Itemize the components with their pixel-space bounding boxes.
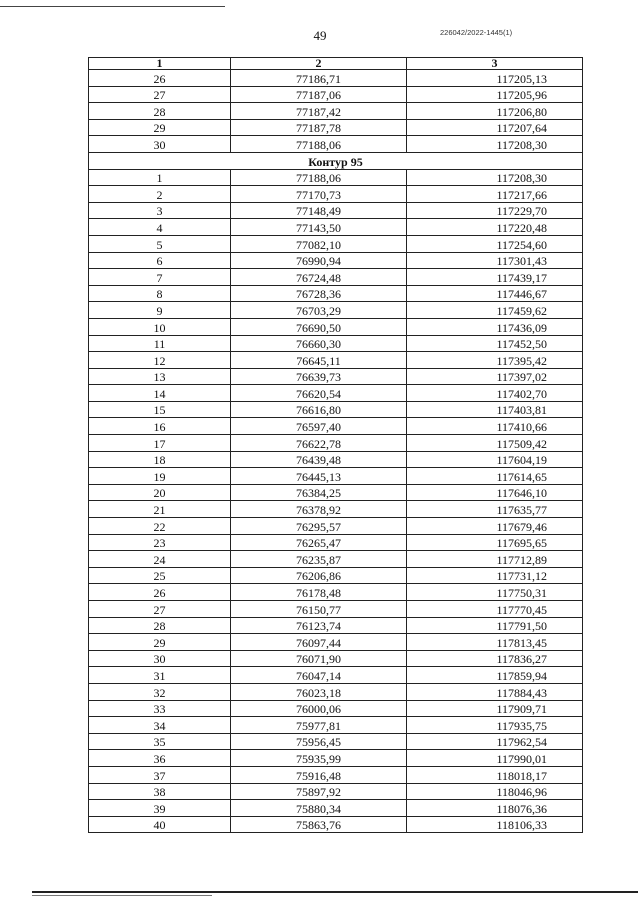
coordinate-y: 117646,10 <box>407 484 583 501</box>
contour-title: Контур 95 <box>89 152 583 169</box>
coordinate-x: 76265,47 <box>231 534 407 551</box>
coordinate-x: 75863,76 <box>231 816 407 833</box>
coordinate-x: 76047,14 <box>231 667 407 684</box>
point-number: 20 <box>89 484 231 501</box>
coordinate-x: 75935,99 <box>231 750 407 767</box>
table-row <box>89 766 583 783</box>
table-row <box>89 634 583 651</box>
coordinate-x: 76023,18 <box>231 683 407 700</box>
coordinate-x: 76439,48 <box>231 451 407 468</box>
table-row <box>89 219 583 236</box>
coordinate-x: 76235,87 <box>231 551 407 568</box>
point-number: 23 <box>89 534 231 551</box>
table-row <box>89 733 583 750</box>
contour-title-row <box>89 152 583 169</box>
point-number: 8 <box>89 285 231 302</box>
coordinate-y: 117208,30 <box>407 136 583 153</box>
coordinate-y: 117935,75 <box>407 717 583 734</box>
table-row <box>89 401 583 418</box>
coordinate-x: 75897,92 <box>231 783 407 800</box>
coordinate-x: 76622,78 <box>231 435 407 452</box>
point-number: 38 <box>89 783 231 800</box>
coordinate-x: 77188,06 <box>231 136 407 153</box>
bottom-rule <box>32 891 638 893</box>
coordinate-x: 76123,74 <box>231 617 407 634</box>
point-number: 21 <box>89 501 231 518</box>
bottom-rule-thin <box>32 895 212 896</box>
coordinate-y: 117836,27 <box>407 650 583 667</box>
table-row <box>89 617 583 634</box>
table-row <box>89 435 583 452</box>
column-header-1: 1 <box>89 58 231 70</box>
table-row <box>89 683 583 700</box>
table-row <box>89 252 583 269</box>
coordinate-x: 77187,06 <box>231 86 407 103</box>
table-row <box>89 285 583 302</box>
coordinate-x: 76178,48 <box>231 584 407 601</box>
coordinate-x: 76597,40 <box>231 418 407 435</box>
coordinate-x: 76000,06 <box>231 700 407 717</box>
column-header-3: 3 <box>407 58 583 70</box>
coordinate-y: 117220,48 <box>407 219 583 236</box>
point-number: 15 <box>89 401 231 418</box>
point-number: 37 <box>89 766 231 783</box>
point-number: 28 <box>89 617 231 634</box>
coordinate-x: 76150,77 <box>231 601 407 618</box>
coordinate-x: 76384,25 <box>231 484 407 501</box>
table-row <box>89 501 583 518</box>
table-row <box>89 601 583 618</box>
coordinate-y: 118046,96 <box>407 783 583 800</box>
coordinate-y: 117446,67 <box>407 285 583 302</box>
coordinate-y: 117459,62 <box>407 302 583 319</box>
point-number: 36 <box>89 750 231 767</box>
coordinate-y: 118106,33 <box>407 816 583 833</box>
point-number: 4 <box>89 219 231 236</box>
coordinate-y: 117770,45 <box>407 601 583 618</box>
coordinate-x: 76645,11 <box>231 352 407 369</box>
point-number: 1 <box>89 169 231 186</box>
coordinate-y: 118018,17 <box>407 766 583 783</box>
coordinate-x: 76071,90 <box>231 650 407 667</box>
table-row <box>89 136 583 153</box>
rows-contour-95 <box>89 169 583 833</box>
coordinate-y: 117750,31 <box>407 584 583 601</box>
coordinate-x: 76990,94 <box>231 252 407 269</box>
coordinate-y: 117397,02 <box>407 368 583 385</box>
coordinate-x: 76206,86 <box>231 567 407 584</box>
coordinate-y: 117410,66 <box>407 418 583 435</box>
point-number: 16 <box>89 418 231 435</box>
table-row <box>89 567 583 584</box>
coordinate-x: 77082,10 <box>231 235 407 252</box>
coordinate-y: 117439,17 <box>407 269 583 286</box>
point-number: 22 <box>89 518 231 535</box>
column-header-2: 2 <box>231 58 407 70</box>
point-number: 29 <box>89 634 231 651</box>
rows-before-contour <box>89 70 583 153</box>
coordinate-x: 76724,48 <box>231 269 407 286</box>
coordinate-y: 117402,70 <box>407 385 583 402</box>
table-row <box>89 186 583 203</box>
coordinate-y: 117604,19 <box>407 451 583 468</box>
coordinate-x: 76639,73 <box>231 368 407 385</box>
coordinate-y: 117731,12 <box>407 567 583 584</box>
table-header-row <box>89 58 583 70</box>
table-row <box>89 816 583 833</box>
point-number: 28 <box>89 103 231 120</box>
document-code: 226042/2022-1445(1) <box>440 28 513 37</box>
table-row <box>89 368 583 385</box>
coordinate-x: 75956,45 <box>231 733 407 750</box>
point-number: 6 <box>89 252 231 269</box>
point-number: 7 <box>89 269 231 286</box>
coordinate-y: 117452,50 <box>407 335 583 352</box>
coordinate-x: 75977,81 <box>231 717 407 734</box>
table-row <box>89 518 583 535</box>
point-number: 17 <box>89 435 231 452</box>
point-number: 29 <box>89 119 231 136</box>
point-number: 9 <box>89 302 231 319</box>
table-row <box>89 269 583 286</box>
coordinate-x: 76097,44 <box>231 634 407 651</box>
coordinate-x: 77187,78 <box>231 119 407 136</box>
coordinate-y: 117884,43 <box>407 683 583 700</box>
coordinate-y: 117207,64 <box>407 119 583 136</box>
point-number: 26 <box>89 70 231 87</box>
coordinate-x: 76620,54 <box>231 385 407 402</box>
table-row <box>89 235 583 252</box>
coordinate-y: 117205,13 <box>407 70 583 87</box>
coordinate-y: 117679,46 <box>407 518 583 535</box>
coordinate-y: 117791,50 <box>407 617 583 634</box>
point-number: 30 <box>89 650 231 667</box>
coordinate-y: 117205,96 <box>407 86 583 103</box>
coordinate-x: 76378,92 <box>231 501 407 518</box>
point-number: 18 <box>89 451 231 468</box>
point-number: 27 <box>89 601 231 618</box>
coordinate-y: 117217,66 <box>407 186 583 203</box>
table-row <box>89 700 583 717</box>
table-row <box>89 717 583 734</box>
coordinate-y: 117813,45 <box>407 634 583 651</box>
coordinate-x: 76728,36 <box>231 285 407 302</box>
table-row <box>89 352 583 369</box>
table-row <box>89 750 583 767</box>
table-row <box>89 103 583 120</box>
point-number: 32 <box>89 683 231 700</box>
coordinate-x: 77186,71 <box>231 70 407 87</box>
point-number: 25 <box>89 567 231 584</box>
coordinate-y: 117962,54 <box>407 733 583 750</box>
point-number: 33 <box>89 700 231 717</box>
coordinate-x: 76445,13 <box>231 468 407 485</box>
coordinates-table <box>88 57 583 833</box>
point-number: 11 <box>89 335 231 352</box>
point-number: 3 <box>89 202 231 219</box>
table-row <box>89 302 583 319</box>
point-number: 13 <box>89 368 231 385</box>
coordinate-y: 117635,77 <box>407 501 583 518</box>
table-row <box>89 169 583 186</box>
table-row <box>89 119 583 136</box>
point-number: 5 <box>89 235 231 252</box>
point-number: 14 <box>89 385 231 402</box>
coordinate-x: 76616,80 <box>231 401 407 418</box>
table-row <box>89 551 583 568</box>
coordinate-x: 76690,50 <box>231 318 407 335</box>
table-row <box>89 86 583 103</box>
table-row <box>89 202 583 219</box>
coordinate-x: 77170,73 <box>231 186 407 203</box>
point-number: 39 <box>89 800 231 817</box>
table-row <box>89 667 583 684</box>
point-number: 27 <box>89 86 231 103</box>
coordinate-y: 117229,70 <box>407 202 583 219</box>
point-number: 34 <box>89 717 231 734</box>
coordinate-x: 77148,49 <box>231 202 407 219</box>
coordinate-y: 117695,65 <box>407 534 583 551</box>
coordinate-y: 117301,43 <box>407 252 583 269</box>
top-rule <box>0 6 225 7</box>
table-row <box>89 783 583 800</box>
table-row <box>89 318 583 335</box>
point-number: 30 <box>89 136 231 153</box>
table-row <box>89 484 583 501</box>
coordinate-x: 75880,34 <box>231 800 407 817</box>
point-number: 35 <box>89 733 231 750</box>
table-row <box>89 584 583 601</box>
point-number: 19 <box>89 468 231 485</box>
coordinate-y: 117403,81 <box>407 401 583 418</box>
coordinate-x: 77143,50 <box>231 219 407 236</box>
page-number: 49 <box>313 28 327 43</box>
coordinate-y: 117436,09 <box>407 318 583 335</box>
coordinate-x: 76703,29 <box>231 302 407 319</box>
coordinate-y: 117509,42 <box>407 435 583 452</box>
coordinate-y: 117909,71 <box>407 700 583 717</box>
coordinate-y: 117206,80 <box>407 103 583 120</box>
point-number: 26 <box>89 584 231 601</box>
point-number: 31 <box>89 667 231 684</box>
coordinate-y: 117395,42 <box>407 352 583 369</box>
table-row <box>89 650 583 667</box>
coordinate-x: 77188,06 <box>231 169 407 186</box>
point-number: 24 <box>89 551 231 568</box>
table-row <box>89 451 583 468</box>
point-number: 10 <box>89 318 231 335</box>
coordinate-x: 76660,30 <box>231 335 407 352</box>
coordinate-x: 75916,48 <box>231 766 407 783</box>
table-row <box>89 385 583 402</box>
table-row <box>89 800 583 817</box>
table-row <box>89 534 583 551</box>
table-row <box>89 418 583 435</box>
coordinate-x: 76295,57 <box>231 518 407 535</box>
table-row <box>89 335 583 352</box>
coordinate-y: 117712,89 <box>407 551 583 568</box>
coordinate-y: 117990,01 <box>407 750 583 767</box>
point-number: 12 <box>89 352 231 369</box>
coordinate-y: 117208,30 <box>407 169 583 186</box>
table-row <box>89 70 583 87</box>
coordinate-x: 77187,42 <box>231 103 407 120</box>
coordinate-y: 117254,60 <box>407 235 583 252</box>
point-number: 2 <box>89 186 231 203</box>
coordinate-y: 117614,65 <box>407 468 583 485</box>
coordinate-y: 118076,36 <box>407 800 583 817</box>
point-number: 40 <box>89 816 231 833</box>
table-row <box>89 468 583 485</box>
coordinate-y: 117859,94 <box>407 667 583 684</box>
